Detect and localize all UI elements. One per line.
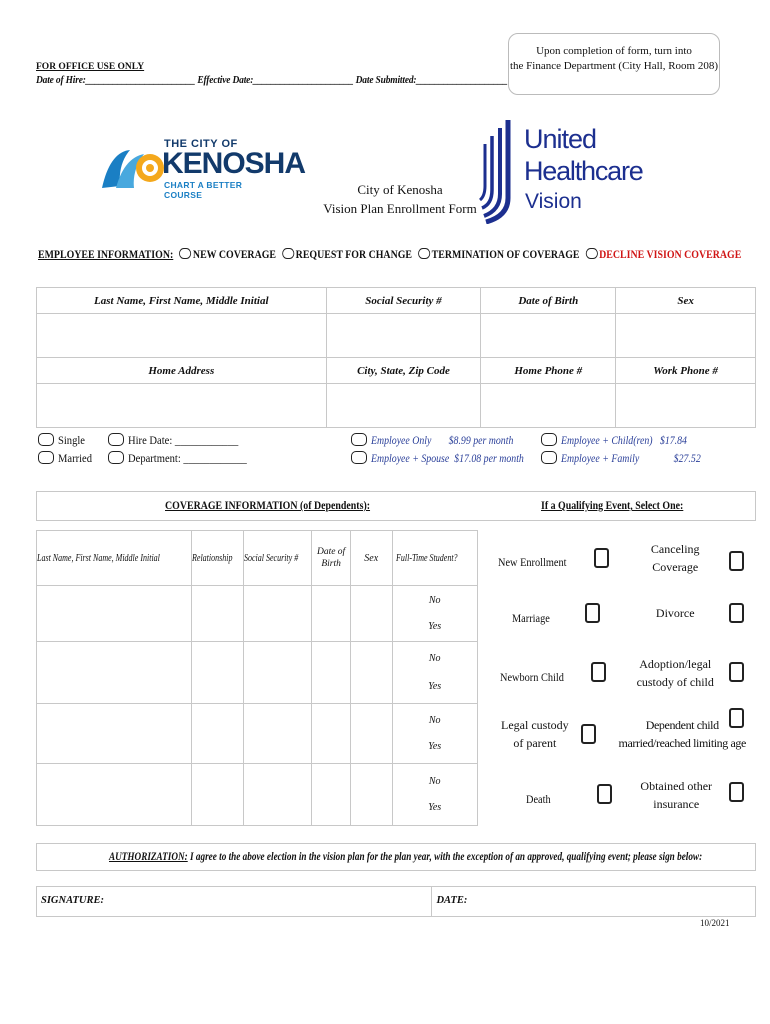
signature-field[interactable] <box>37 887 432 917</box>
coverage-info-label: COVERAGE INFORMATION (of Dependents): <box>165 500 371 512</box>
employee-only-option[interactable] <box>351 433 545 448</box>
qe-marriage-label: Marriage <box>511 610 550 625</box>
employee-family-label: Employee + Family <box>561 451 640 465</box>
turn-in-line1: Upon completion of form, turn into <box>536 45 692 57</box>
dep-4-relationship[interactable] <box>191 764 243 826</box>
qe-divorce-checkbox[interactable] <box>729 603 744 623</box>
dep-1-name[interactable] <box>37 586 192 642</box>
termination-label: TERMINATION OF COVERAGE <box>431 249 580 261</box>
dep-2-no[interactable]: No <box>428 653 441 664</box>
uhc-line3: Vision <box>525 190 582 213</box>
emp-address-field[interactable] <box>37 384 327 428</box>
dependents-table <box>36 530 756 826</box>
qe-other-insurance-label: Obtained other insurance <box>640 778 713 811</box>
single-checkbox[interactable] <box>38 433 54 446</box>
employee-child-price: $17.84 <box>659 433 687 447</box>
dep-1-yes[interactable]: Yes <box>428 621 442 632</box>
qe-canceling-coverage-checkbox[interactable] <box>729 551 744 571</box>
emp-ssn-field[interactable] <box>326 314 481 358</box>
emp-sex-field[interactable] <box>616 314 756 358</box>
qe-death-label: Death <box>525 791 551 806</box>
hire-date-checkbox[interactable] <box>108 433 124 446</box>
dep-1-sex[interactable] <box>350 586 392 642</box>
qe-newborn-label: Newborn Child <box>499 669 564 684</box>
qe-legal-custody-parent[interactable] <box>477 704 612 764</box>
dep-3-sex[interactable] <box>350 704 392 764</box>
qe-new-enrollment[interactable] <box>477 531 612 586</box>
kenosha-tagline: CHART A BETTER COURSE <box>164 180 243 200</box>
dep-2-name[interactable] <box>37 642 192 704</box>
dep-1-no[interactable]: No <box>428 595 441 606</box>
employee-spouse-price: $17.08 per month <box>454 451 524 465</box>
signature-label: SIGNATURE: <box>41 895 105 906</box>
dep-2-yes[interactable]: Yes <box>428 681 442 692</box>
qe-adoption[interactable] <box>612 642 755 704</box>
dep-2-dob[interactable] <box>312 642 351 704</box>
dep-2-ssn[interactable] <box>243 642 312 704</box>
emp-name-field[interactable] <box>37 314 327 358</box>
employee-only-price: $8.99 per month <box>448 433 514 447</box>
dep-1-relationship[interactable] <box>191 586 243 642</box>
decline-radio[interactable] <box>585 248 597 259</box>
dep-4-name[interactable] <box>37 764 192 826</box>
employee-family-price: $27.52 <box>673 451 701 465</box>
employee-spouse-option[interactable] <box>351 451 557 466</box>
office-use-label: FOR OFFICE USE ONLY <box>36 62 145 72</box>
united-healthcare-logo <box>478 118 643 226</box>
turn-in-line2: the Finance Department (City Hall, Room 208) <box>509 60 719 72</box>
kenosha-line1: THE CITY OF <box>164 138 238 150</box>
qe-death[interactable] <box>477 764 612 826</box>
dep-1-student[interactable] <box>392 586 477 642</box>
date-label: DATE: <box>436 895 468 906</box>
employee-family-checkbox[interactable] <box>541 451 557 464</box>
dep-3-relationship[interactable] <box>191 704 243 764</box>
dep-4-sex[interactable] <box>350 764 392 826</box>
emp-name-header: Last Name, First Name, Middle Initial <box>37 288 327 314</box>
married-checkbox[interactable] <box>38 451 54 464</box>
employee-table <box>36 287 756 428</box>
hire-date-option[interactable] <box>108 433 253 448</box>
department-option[interactable] <box>108 451 263 466</box>
form-title <box>300 180 500 218</box>
qe-canceling-coverage-label: Canceling Coverage <box>650 542 700 574</box>
employee-info-options <box>38 248 770 261</box>
hire-date-label: Hire Date: ____________ <box>128 433 239 447</box>
emp-sex-header: Sex <box>616 288 756 314</box>
department-checkbox[interactable] <box>108 451 124 464</box>
employee-child-label: Employee + Child(ren) <box>561 433 653 447</box>
employee-child-option[interactable] <box>541 433 715 448</box>
turn-in-note <box>508 33 720 95</box>
married-option[interactable] <box>38 451 97 466</box>
office-use-fields: Date of Hire:________________________ Effective Date:______________________ Date Submitted:____________________ <box>36 74 508 86</box>
dep-name-header: Last Name, First Name, Middle Initial <box>37 531 192 586</box>
emp-ssn-header: Social Security # <box>326 288 481 314</box>
qe-canceling-coverage[interactable] <box>612 531 755 586</box>
employee-only-label: Employee Only <box>371 433 432 447</box>
dep-4-yes[interactable]: Yes <box>428 802 442 813</box>
qe-dependent-child[interactable] <box>612 704 755 764</box>
dep-4-dob[interactable] <box>312 764 351 826</box>
qe-divorce[interactable] <box>612 586 755 642</box>
qe-newborn-checkbox[interactable] <box>591 662 606 682</box>
emp-address-header: Home Address <box>37 358 327 384</box>
decline-label: DECLINE VISION COVERAGE <box>599 249 742 261</box>
dep-2-relationship[interactable] <box>191 642 243 704</box>
dep-2-sex[interactable] <box>350 642 392 704</box>
employee-only-checkbox[interactable] <box>351 433 367 446</box>
dep-3-yes[interactable]: Yes <box>428 741 442 752</box>
emp-home-phone-header: Home Phone # <box>481 358 616 384</box>
dep-relationship-header: Relationship <box>191 531 243 586</box>
dep-4-no[interactable]: No <box>428 776 441 787</box>
department-label: Department: ____________ <box>128 451 247 465</box>
employee-child-checkbox[interactable] <box>541 433 557 446</box>
status-plan-area <box>38 431 758 476</box>
uhc-line2: Healthcare <box>524 156 643 186</box>
emp-home-phone-field[interactable] <box>481 384 616 428</box>
emp-dob-header: Date of Birth <box>481 288 616 314</box>
kenosha-wave-icon <box>100 142 170 194</box>
kenosha-logo <box>100 136 306 200</box>
new-coverage-radio[interactable] <box>179 248 191 259</box>
qe-marriage-checkbox[interactable] <box>585 603 600 623</box>
dep-dob-header: Date of Birth <box>312 531 351 586</box>
revision-date: 10/2021 <box>700 918 730 928</box>
qe-legal-custody-parent-checkbox[interactable] <box>581 724 596 744</box>
qe-new-enrollment-label: New Enrollment <box>497 555 567 570</box>
dep-3-name[interactable] <box>37 704 192 764</box>
emp-work-phone-field[interactable] <box>616 384 756 428</box>
qe-adoption-checkbox[interactable] <box>729 662 744 682</box>
dep-ssn-header: Social Security # <box>243 531 312 586</box>
new-coverage-label: NEW COVERAGE <box>192 249 277 261</box>
authorization-bar <box>36 843 756 871</box>
authorization-text: I agree to the above election in the vision plan for the plan year, with the exception of an approved, qualifying event; please sign below: <box>187 851 703 863</box>
employee-spouse-label: Employee + Spouse <box>371 451 450 465</box>
dep-student-header: Full-Time Student? <box>392 531 477 586</box>
qe-legal-custody-parent-label: Legal custody of parent <box>501 717 569 750</box>
uhc-line1: United <box>524 124 597 154</box>
qe-death-checkbox[interactable] <box>597 784 612 804</box>
qe-other-insurance-checkbox[interactable] <box>729 782 744 802</box>
single-option[interactable] <box>38 433 89 448</box>
emp-city-field[interactable] <box>326 384 481 428</box>
authorization-label: AUTHORIZATION: <box>109 851 188 863</box>
qe-divorce-label: Divorce <box>655 606 695 620</box>
employee-family-option[interactable] <box>541 451 731 466</box>
married-label: Married <box>58 451 93 465</box>
kenosha-line2: KENOSHA <box>162 147 306 180</box>
qe-dependent-child-label: Dependent child married/reached limiting age <box>618 717 746 750</box>
emp-work-phone-header: Work Phone # <box>616 358 756 384</box>
qualifying-event-label: If a Qualifying Event, Select One: <box>541 500 684 512</box>
employee-spouse-checkbox[interactable] <box>351 451 367 464</box>
qe-newborn[interactable] <box>477 642 612 704</box>
qe-new-enrollment-checkbox[interactable] <box>594 548 609 568</box>
signature-table <box>36 886 756 917</box>
dep-4-ssn[interactable] <box>243 764 312 826</box>
dep-1-ssn[interactable] <box>243 586 312 642</box>
date-field[interactable] <box>432 887 756 917</box>
termination-radio[interactable] <box>418 248 430 259</box>
single-label: Single <box>58 433 85 447</box>
request-change-radio[interactable] <box>282 248 294 259</box>
dep-3-no[interactable]: No <box>428 715 441 726</box>
qe-marriage[interactable] <box>477 586 612 642</box>
qe-other-insurance[interactable] <box>612 764 755 826</box>
dep-2-student[interactable] <box>392 642 477 704</box>
dep-4-student[interactable] <box>392 764 477 826</box>
form-title-line1: City of Kenosha <box>357 182 443 197</box>
request-change-label: REQUEST FOR CHANGE <box>295 249 413 261</box>
qe-adoption-label: Adoption/legal custody of child <box>636 656 714 689</box>
coverage-info-bar <box>36 491 756 521</box>
form-title-line2: Vision Plan Enrollment Form <box>323 201 477 216</box>
dep-3-ssn[interactable] <box>243 704 312 764</box>
qe-dependent-child-checkbox[interactable] <box>729 708 744 728</box>
emp-city-header: City, State, Zip Code <box>326 358 481 384</box>
employee-info-label: EMPLOYEE INFORMATION: <box>38 249 174 261</box>
dep-3-student[interactable] <box>392 704 477 764</box>
dep-1-dob[interactable] <box>312 586 351 642</box>
dep-sex-header: Sex <box>350 531 392 586</box>
dep-3-dob[interactable] <box>312 704 351 764</box>
emp-dob-field[interactable] <box>481 314 616 358</box>
